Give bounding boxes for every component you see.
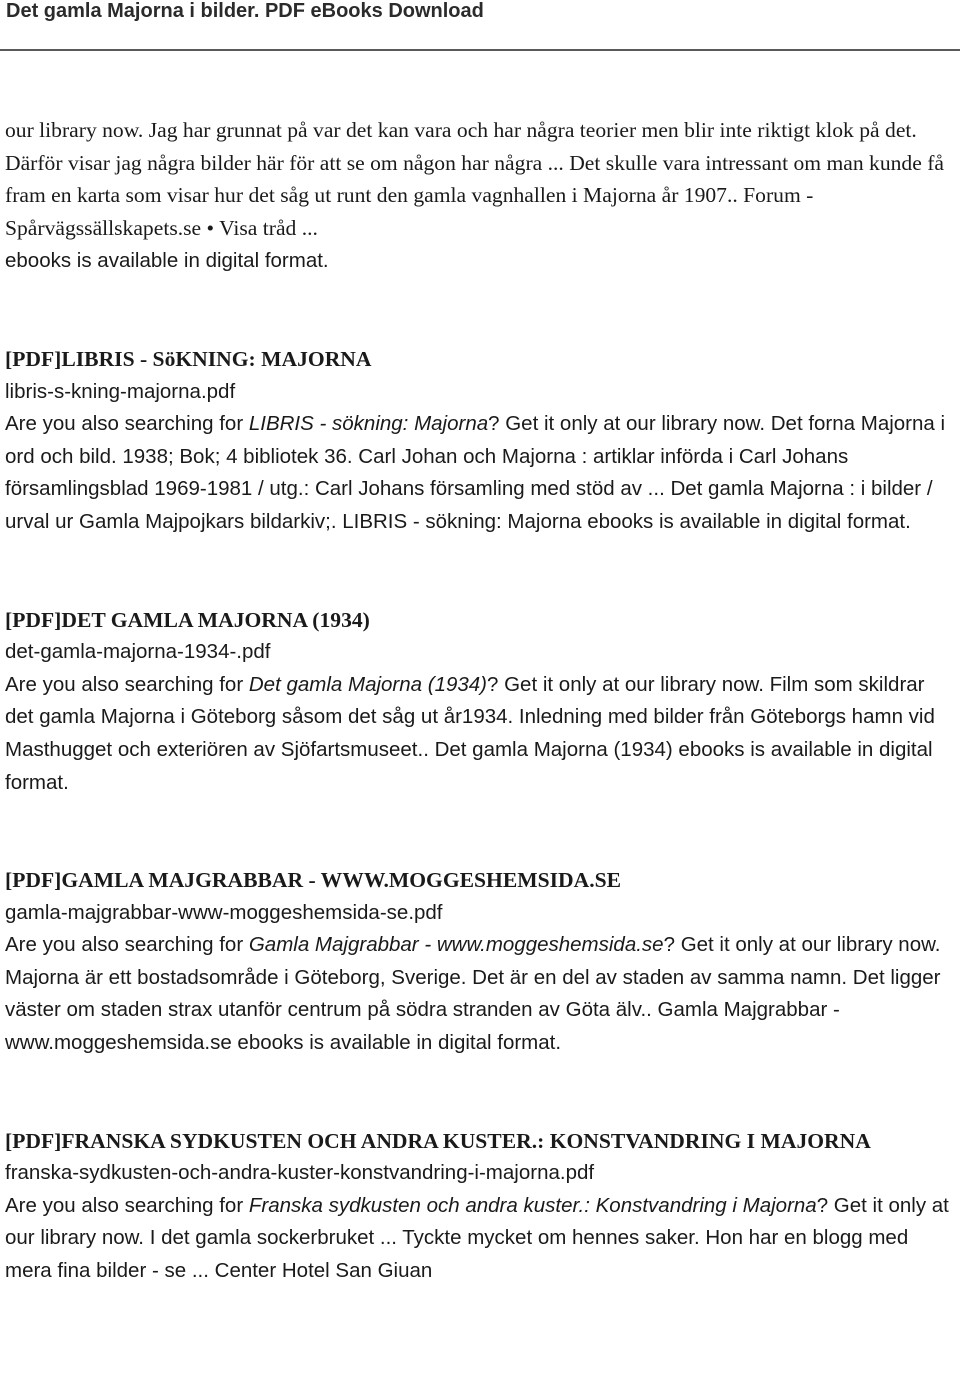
search-prefix: Are you also searching for — [5, 412, 249, 436]
search-suffix: ? Get it only at our library now. — [487, 672, 764, 696]
search-term: Gamla Majgrabbar - www.moggeshemsida.se — [248, 933, 664, 957]
document-body — [5, 114, 955, 1288]
entry-filename[interactable]: libris-s-kning-majorna.pdf — [5, 379, 236, 403]
entry-title[interactable]: [PDF]GAMLA MAJGRABBAR - WWW.MOGGESHEMSIDA.SE — [5, 868, 622, 893]
entry-body — [5, 929, 955, 1059]
intro-text: our library now. Jag har grunnat på var det kan vara och har några teorier men blir inte riktigt klok på det. Därför visar jag några bilder här för att se om någon har några ... Det skulle vara intressant om man kunde få fram en karta som visar hur det såg ut runt den gamla vagnhallen i Majorna år 1907.. Forum - Spårvägssällskapets.se • Visa tråd ... — [5, 118, 944, 240]
search-prefix: Are you also searching for — [5, 1193, 249, 1217]
entry-title[interactable]: [PDF]LIBRIS - SöKNING: MAJORNA — [5, 346, 372, 371]
entry-body — [5, 1190, 955, 1288]
entry-description: I det gamla sockerbruket ... Tyckte mycket om hennes saker. Hon har en blogg med mera fina bilder - se ... Center Hotel San Giuan — [5, 1226, 909, 1283]
search-term: Franska sydkusten och andra kuster.: Konstvandring i Majorna — [248, 1193, 817, 1217]
search-prefix: Are you also searching for — [5, 672, 249, 696]
header-divider — [0, 49, 960, 51]
search-suffix: ? Get it only at our library now. — [663, 933, 941, 957]
search-term: LIBRIS - sökning: Majorna — [248, 412, 489, 436]
intro-paragraph — [5, 114, 955, 278]
intro-availability: ebooks is available in digital format. — [5, 249, 329, 273]
entry-title[interactable]: [PDF]DET GAMLA MAJORNA (1934) — [5, 607, 370, 632]
entry-title[interactable]: [PDF]FRANSKA SYDKUSTEN OCH ANDRA KUSTER.: KONSTVANDRING I MAJORNA — [5, 1128, 871, 1153]
entry-filename[interactable]: gamla-majgrabbar-www-moggeshemsida-se.pdf — [5, 900, 443, 924]
search-suffix: ? Get it only at our library now. — [488, 412, 766, 436]
entry-description: Det forna Majorna i ord och bild. 1938; Bok; 4 bibliotek 36. Carl Johan och Majorna : artiklar införda i Carl Johans församlingsblad 1969-1981 / utg.: Carl Johans församling med stöd av ... Det gamla Majorna : i bilder / urval ur Gamla Majpojkars bildarkiv;. LIBRIS - sökning: Majorna ebooks is available in digital format. — [5, 412, 946, 533]
entry — [5, 343, 955, 539]
search-term: Det gamla Majorna (1934) — [248, 672, 488, 696]
search-prefix: Are you also searching for — [5, 933, 249, 957]
search-suffix: ? Get it only at our library now. — [5, 1193, 949, 1250]
entry — [5, 864, 955, 1060]
entry-filename[interactable]: det-gamla-majorna-1934-.pdf — [5, 640, 271, 664]
entry-description: Film som skildrar det gamla Majorna i Göteborg såsom det såg ut år1934. Inledning med bilder från Göteborgs hamn vid Masthugget och exteriören av Sjöfartsmuseet.. Det gamla Majorna (1934) ebooks is available in digital format. — [5, 672, 935, 794]
entry-body — [5, 408, 955, 538]
entry — [5, 1125, 955, 1288]
entry-body — [5, 669, 955, 799]
entry — [5, 604, 955, 800]
entry-filename[interactable]: franska-sydkusten-och-andra-kuster-konstvandring-i-majorna.pdf — [5, 1161, 595, 1185]
page-title: Det gamla Majorna i bilder. PDF eBooks Download — [6, 0, 484, 22]
entry-description: Majorna är ett bostadsområde i Göteborg, Sverige. Det är en del av staden av samma namn. Det ligger väster om staden strax utanför centrum på södra stranden av Göta älv.. Gamla Majgrabbar - www.moggeshemsida.se ebooks is available in digital format. — [5, 965, 941, 1055]
